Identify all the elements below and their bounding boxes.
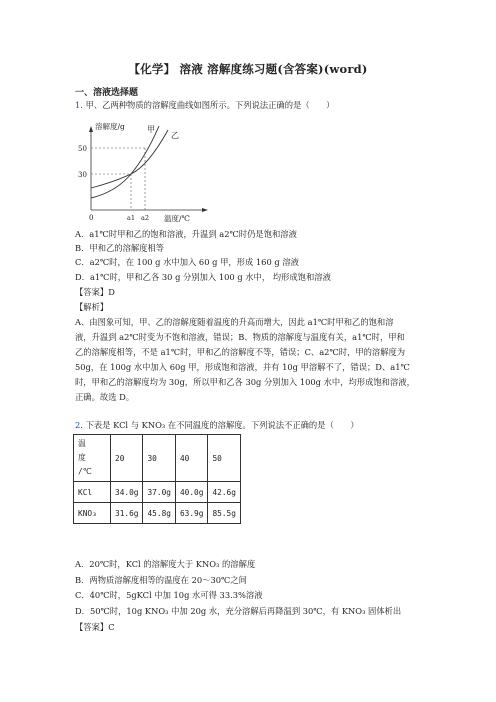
question-1-option-a: A．a1℃时甲和乙的饱和溶液，升温到 a2℃时仍是饱和溶液 — [75, 229, 297, 239]
page-title: 【化学】 溶液 溶解度练习题(含答案)(word) — [128, 62, 368, 76]
y-tick-30: 30 — [78, 171, 87, 179]
table-cell: 34.0g — [111, 482, 143, 503]
analysis-line: 50g，在 100g 水中加入 60g 甲，形成饱和溶液，并有 10g 甲溶解不了，错误；D、a1℃ — [75, 362, 410, 372]
row-label: KCl — [74, 482, 111, 503]
solubility-curve-chart — [76, 118, 221, 228]
analysis-line: 液，升温到 a2℃时变为不饱和溶液，错误；B、物质的溶解度与温度有关，a1℃时，甲和 — [75, 332, 405, 342]
y-axis-label: 溶解度/g — [95, 122, 125, 131]
x-tick-a2: a2 — [141, 214, 150, 222]
series-label-yi: 乙 — [171, 131, 179, 140]
analysis-line: 正确。故选 D。 — [75, 392, 135, 402]
curve-yi — [91, 130, 168, 188]
question-1-analysis-label: 【解析】 — [75, 302, 109, 312]
question-1-number: 1. — [75, 100, 83, 110]
y-tick-50: 50 — [78, 145, 87, 153]
analysis-line: 时，甲和乙的溶解度均为 30g，所以甲和乙各 30g 分别加入 100g 水中，均形成饱和溶液， — [75, 377, 415, 387]
question-2-option-a: A．20℃时，KCl 的溶解度大于 KNO₃ 的溶解度 — [75, 559, 256, 569]
solubility-table — [73, 434, 241, 524]
header-cell: 50 — [208, 435, 240, 482]
analysis-line: 乙的溶解度相等，不是 a1℃时，甲和乙的溶解度不等，错误；C、a2℃时，甲的溶解度为 — [75, 347, 406, 357]
header-cell-temperature: 温 度 /℃ — [74, 435, 111, 482]
section-heading: 一、溶液选择题 — [75, 88, 139, 98]
table-cell: 37.0g — [143, 482, 175, 503]
question-1-text: 甲、乙两种物质的溶解度曲线如图所示。下列说法正确的是（ ） — [85, 100, 335, 110]
question-2-number: 2. — [75, 420, 83, 430]
question-2-option-c: C．40℃时，5gKCl 中加 10g 水可得 33.3%溶液 — [75, 590, 263, 600]
curve-jia — [91, 126, 159, 198]
x-tick-a1: a1 — [127, 214, 136, 222]
question-1-answer: 【答案】D — [75, 287, 115, 297]
x-axis-arrow — [202, 208, 208, 212]
question-2-answer: 【答案】C — [75, 622, 115, 632]
header-cell: 30 — [143, 435, 175, 482]
question-2-text: 下表是 KCl 与 KNO₃ 在不同温度的溶解度。下列说法不正确的是（ ） — [85, 420, 359, 430]
question-2-option-b: B．两物质溶解度相等的温度在 20～30℃之间 — [75, 575, 247, 585]
x-axis-label: 温度/℃ — [164, 214, 190, 223]
header-cell: 40 — [175, 435, 207, 482]
question-2-option-d: D．50℃时，10g KNO₃ 中加 20g 水，充分溶解后再降温到 30℃，有 KNO₃ 固体析出 — [75, 606, 402, 616]
table-row — [74, 503, 241, 524]
table-cell: 63.9g — [175, 503, 207, 524]
row-label: KNO₃ — [74, 503, 111, 524]
table-cell: 31.6g — [111, 503, 143, 524]
series-label-jia: 甲 — [147, 125, 155, 134]
question-1-option-b: B．甲和乙的溶解度相等 — [75, 243, 165, 253]
question-1-stem — [75, 100, 334, 111]
table-cell: 42.6g — [208, 482, 240, 503]
header-cell: 20 — [111, 435, 143, 482]
table-cell: 85.5g — [208, 503, 240, 524]
question-2-stem — [75, 420, 359, 431]
question-1-option-d: D．a1℃时，甲和乙各 30 g 分别加入 100 g 水中， 均形成饱和溶液 — [75, 272, 331, 282]
analysis-line: A、由图象可知，甲、乙的溶解度随着温度的升高而增大，因此 a1℃时甲和乙的饱和溶 — [75, 317, 394, 327]
origin-label: 0 — [89, 214, 94, 222]
question-1-option-c: C．a2℃时，在 100 g 水中加入 60 g 甲，形成 160 g 溶液 — [75, 257, 299, 267]
table-cell: 45.8g — [143, 503, 175, 524]
table-header-row — [74, 435, 241, 482]
y-axis-arrow — [89, 126, 93, 132]
table-row — [74, 482, 241, 503]
table-cell: 40.0g — [175, 482, 207, 503]
